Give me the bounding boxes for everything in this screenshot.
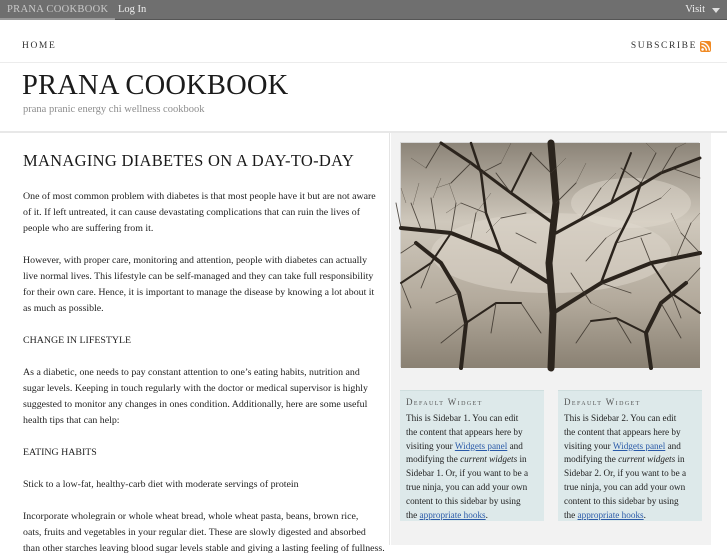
text-line: As a diabetic, one needs to pay constant attention to one’s eating habits, nutrition and [23,367,360,378]
text-line [564,440,696,454]
widget-title: Default Widget [564,397,641,407]
text-line: This is Sidebar 2. You can edit [564,413,677,423]
post-paragraph [23,365,368,429]
subscribe-link[interactable]: SUBSCRIBE [630,41,697,51]
text-line: true ninja, you can add your own [406,481,528,492]
site-description: prana pranic energy chi wellness cookbook [23,104,205,115]
appropriate-hooks-link[interactable]: appropriate hooks [577,509,644,520]
text-line [564,509,696,523]
text-line: oats, fruits and vegetables in your regular diet. These are slowly digested and absorbed [23,527,366,538]
text-line [406,440,538,454]
widget-body [406,412,538,522]
text-line: than other starches leaving blood sugar levels stable and giving a lasting feeling of fullness. [23,543,385,554]
text-line: live normal lives. This lifestyle can be self-managed and they can take full responsibility [23,271,374,282]
text-line: people who are suffering from it. [23,223,154,234]
text-line: Incorporate wholegrain or whole wheat bread, whole wheat pasta, beans, brown rice, [23,511,359,522]
post-paragraph [23,189,376,237]
text-line: One of most common problem with diabetes is that most people have it but are not aware [23,191,376,202]
text-line: Stick to a low-fat, healthy-carb diet with moderate servings of protein [23,479,299,490]
nav-home-link[interactable]: HOME [22,41,57,51]
text-line: the content that appears here by [564,426,681,437]
nav-divider [0,62,727,63]
text-fragment: in [675,454,685,465]
text-line [406,509,538,523]
text-fragment: in [517,454,527,465]
text-fragment: modifying the [406,454,461,465]
post-title[interactable]: MANAGING DIABETES ON A DAY-TO-DAY [23,151,355,170]
text-line: as much as possible. [23,303,104,314]
text-line [564,453,696,467]
bare-trees-photo [400,142,699,367]
text-fragment: . [485,509,488,520]
widgets-panel-link[interactable]: Widgets panel [612,440,666,451]
widgets-panel-link[interactable]: Widgets panel [454,440,508,451]
sidebar-widget-1 [400,390,544,521]
text-emphasis: current widgets [618,454,676,465]
text-line: Sidebar 2. Or, if you want to be a [564,468,687,479]
main-nav [22,41,711,53]
text-line: content to this sidebar by using [406,495,521,506]
text-fragment: visiting your [406,440,455,451]
text-fragment: and [665,440,681,451]
text-fragment: the [564,509,578,520]
text-line: content to this sidebar by using [564,495,679,506]
text-line: of it. If left untreated, it can cause devastating complications that can ruin the lives of [23,207,361,218]
text-emphasis: current widgets [460,454,518,465]
text-line: health tips that can help: [23,415,120,426]
text-fragment: the [406,509,420,520]
text-line [406,453,538,467]
text-line: Sidebar 1. Or, if you want to be a [406,468,529,479]
text-line: for their own care. Hence, it is important to manage the disease by knowing a lot about it [23,287,375,298]
widget-body [564,412,696,522]
text-fragment: and [507,440,523,451]
text-line: sugar levels. Keeping in touch regularly with the doctor or medical supervisor is highly [23,383,368,394]
appropriate-hooks-link[interactable]: appropriate hooks [419,509,486,520]
text-fragment: . [643,509,646,520]
content-divider [389,133,390,545]
admin-bar-site-name[interactable]: PRANA COOKBOOK [0,0,115,20]
post-paragraph [23,509,385,557]
widget-title: Default Widget [406,397,483,407]
admin-bar [0,0,727,20]
visit-menu[interactable]: Visit [685,4,705,15]
login-link[interactable]: Log In [118,4,147,15]
site-title[interactable]: PRANA COOKBOOK [22,70,289,101]
post-paragraph [23,477,299,493]
post-paragraph [23,253,374,317]
text-line: This is Sidebar 1. You can edit [406,413,519,423]
section-heading-change-in-lifestyle: CHANGE IN LIFESTYLE [23,335,132,346]
section-heading-eating-habits: EATING HABITS [23,447,97,458]
text-line: true ninja, you can add your own [564,481,686,492]
rss-icon[interactable] [700,41,711,52]
text-fragment: visiting your [564,440,613,451]
text-line: the content that appears here by [406,426,523,437]
sidebar-widget-2 [558,390,702,521]
chevron-down-icon[interactable] [712,8,720,13]
text-line: suggested to monitor any changes in ones condition. Additionally, here are some useful [23,399,368,410]
text-fragment: modifying the [564,454,619,465]
text-line: However, with proper care, monitoring and attention, people with diabetes can actually [23,255,368,266]
